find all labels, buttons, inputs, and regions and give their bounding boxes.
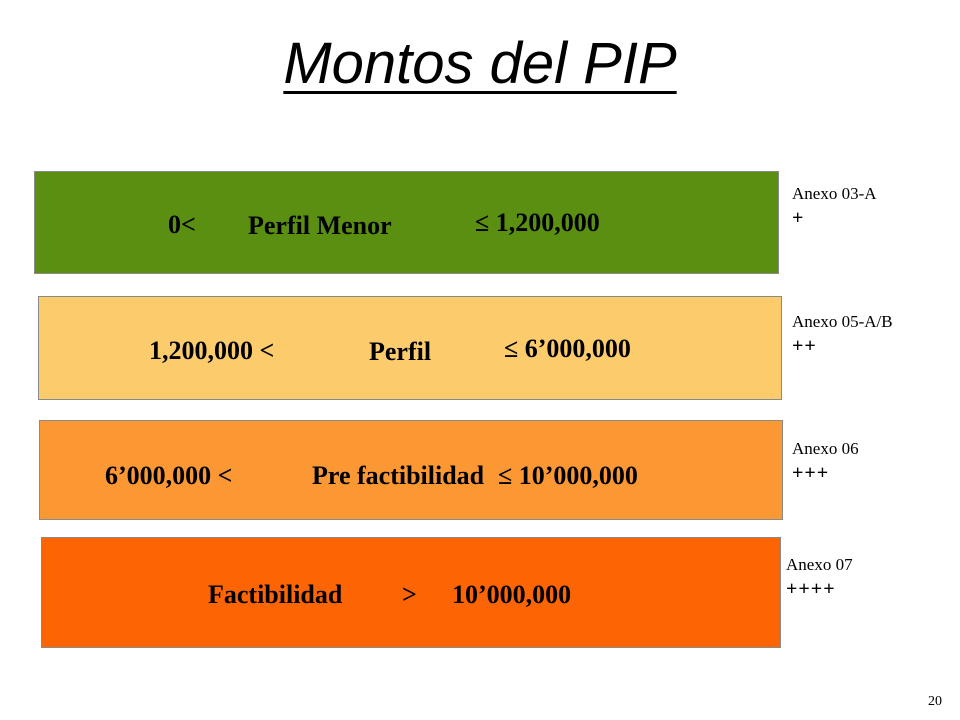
- annex-marks: +: [792, 207, 805, 229]
- level-bar-perfil-menor: [34, 171, 779, 274]
- annex-label: Anexo 03-A: [792, 184, 877, 203]
- annex-label: Anexo 07: [786, 555, 853, 574]
- level-name: Pre factibilidad: [312, 461, 485, 490]
- annex-label: Anexo 06: [792, 439, 859, 458]
- annex-marks: ++: [792, 335, 817, 357]
- level-bar-factibilidad: [41, 537, 781, 648]
- slide-title: Montos del PIP: [283, 31, 677, 96]
- annex-note: [792, 437, 859, 485]
- level-upper-bound: ≤ 1,200,000: [475, 208, 600, 237]
- annex-note: [786, 553, 853, 601]
- level-bar-pre-factibilidad: [39, 420, 783, 520]
- annex-note: [792, 310, 893, 358]
- annex-marks: +++: [792, 462, 830, 484]
- level-bar-perfil: [38, 296, 782, 400]
- level-lower-bound: 1,200,000 <: [149, 336, 275, 365]
- level-upper-bound: ≤ 6’000,000: [504, 334, 631, 363]
- level-name: Perfil: [369, 337, 432, 366]
- level-threshold: 10’000,000: [452, 580, 572, 609]
- level-operator: >: [402, 580, 417, 609]
- level-lower-bound: 6’000,000 <: [105, 461, 233, 490]
- level-name: Perfil Menor: [248, 211, 392, 240]
- page-number: 20: [928, 694, 942, 709]
- level-name: Factibilidad: [208, 580, 343, 609]
- annex-marks: ++++: [786, 578, 836, 600]
- level-upper-bound: ≤ 10’000,000: [498, 461, 638, 490]
- annex-note: [792, 182, 877, 230]
- annex-label: Anexo 05-A/B: [792, 312, 893, 331]
- level-lower-bound: 0<: [168, 210, 196, 239]
